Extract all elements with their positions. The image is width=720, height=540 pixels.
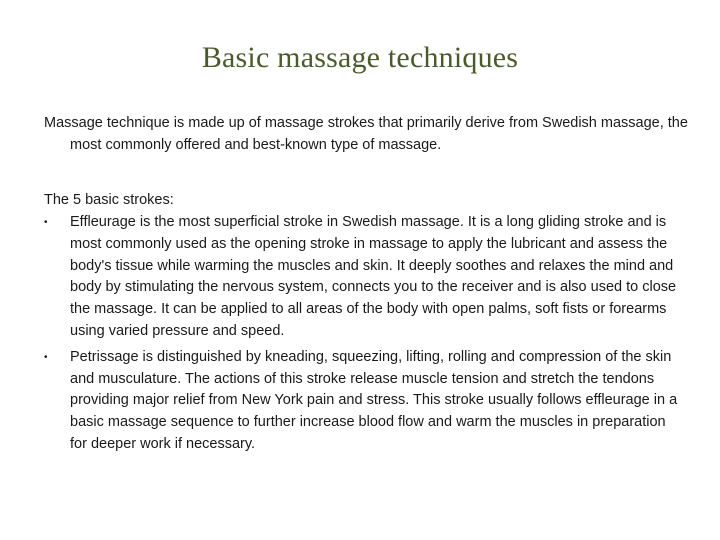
stroke-description: is the most superficial stroke in Swedish massage. It is a long gliding stroke and is most commonly used as the opening stroke in massage to apply the lubricant and assess the body's tissue while warming the muscles and skin. It deeply soothes and relaxes the mind and body by stimulating the nervous system, connects you to the receiver and is also used to close the massage. It can be applied to all areas of the body with open palms, soft fists or forearms using varied pressure and speed. (70, 214, 677, 339)
bullet-icon: • (44, 351, 48, 363)
stroke-description: is distinguished by kneading, squeezing, lifting, rolling and compression of the skin and musculature. The actions of this stroke release muscle tension and stretch the tendons providing major relief from New York pain and stress. This stroke usually follows effleurage in a basic massage sequence to further increase blood flow and warm the muscles in preparation for deeper work if necessary. (70, 348, 678, 452)
stroke-term: Petrissage (70, 348, 139, 365)
intro-paragraph: Massage technique is made up of massage strokes that primarily derive from Swedish massage, the most commonly offered and best-known type of massage. (44, 115, 688, 153)
slide-title: Basic massage techniques (201, 41, 519, 74)
list-item (44, 347, 684, 456)
bullet-icon: • (44, 217, 48, 228)
strokes-list (44, 212, 684, 460)
list-item (44, 212, 684, 343)
strokes-heading: The 5 basic strokes: (44, 192, 174, 208)
stroke-term: Effleurage (70, 214, 136, 230)
